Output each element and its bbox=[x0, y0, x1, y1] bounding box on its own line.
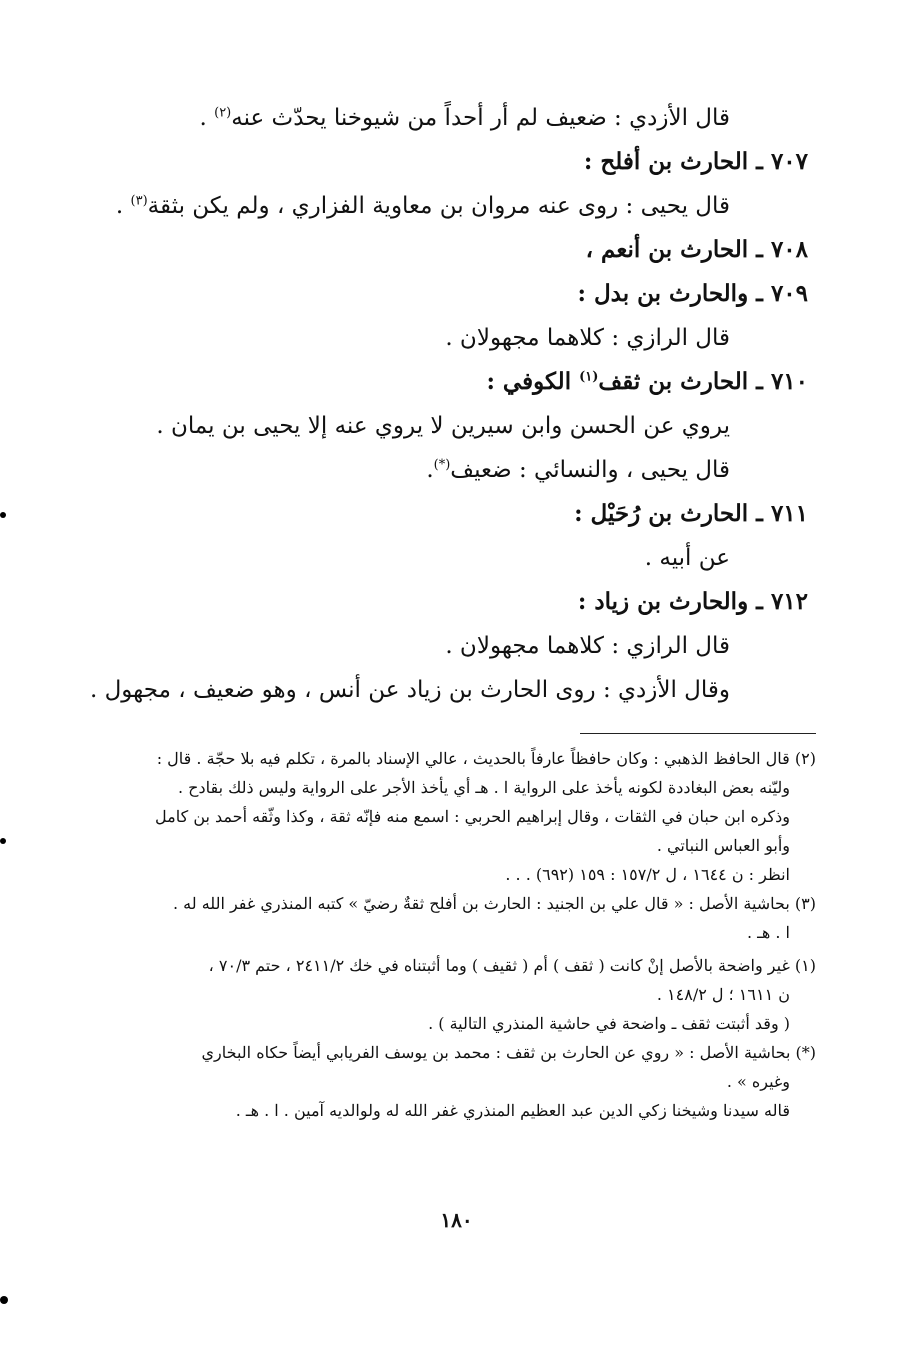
entry-heading-707: ٧٠٧ ـ الحارث بن أفلح : bbox=[583, 148, 808, 175]
text-line-7: قال الرازي : كلاهما مجهولان . bbox=[445, 633, 730, 659]
footnote-1-line-3: ( وقد أثبتت ثقف ـ واضحة في حاشية المنذري التالية ) . bbox=[428, 1014, 790, 1033]
scan-mark-1 bbox=[0, 512, 6, 518]
footnote-1-line-1: (١) غير واضحة بالأصل إنْ كانت ( ثقف ) أم ( ثقيف ) وما أثبتناه في خك ٢٤١١/٢ ، حتم ٧٠/٣ ، bbox=[208, 956, 816, 975]
footnotes bbox=[76, 744, 816, 1125]
footnote-2-line-5: انظر : ن ١٦٤٤ ، ل ١٥٧/٢ : ١٥٩ (٦٩٢) . . . bbox=[505, 865, 790, 884]
text-line-8: وقال الأزدي : روى الحارث بن زياد عن أنس ، وهو ضعيف ، مجهول . bbox=[89, 677, 730, 703]
entry-heading-708: ٧٠٨ ـ الحارث بن أنعم ، bbox=[585, 236, 808, 263]
footnote-star-line-1: (*) بحاشية الأصل : « روي عن الحارث بن ثقف : محمد بن يوسف الفريابي أيضاً حكاه البخاري bbox=[201, 1043, 816, 1062]
main-text bbox=[89, 96, 808, 712]
entry-heading-710: ٧١٠ ـ الحارث بن ثقف$^{(١)}$ الكوفي : bbox=[486, 368, 808, 395]
footnote-star-line-3: قاله سيدنا وشيخنا زكي الدين عبد العظيم المنذري غفر الله له ولوالديه آمين . ا . هـ . bbox=[235, 1101, 790, 1120]
footnote-divider bbox=[580, 733, 816, 734]
footnote-1-line-2: ن ١٦١١ ؛ ل ١٤٨/٢ . bbox=[656, 985, 790, 1004]
scan-mark-3 bbox=[0, 1296, 8, 1304]
footnote-2-line-2: وليّنه بعض البغاددة لكونه يأخذ على الرواية ا . هـ أي يأخذ الأجر على الرواية وليس ذلك بقادح . bbox=[177, 778, 790, 797]
text-line-5: قال يحيى ، والنسائي : ضعيف(*). bbox=[426, 457, 730, 483]
footnote-star-line-2: وغيره » . bbox=[726, 1072, 790, 1091]
footnote-3-line-2: ا . هـ . bbox=[747, 923, 790, 942]
footnote-2-line-1: (٢) قال الحافظ الذهبي : وكان حافظاً عارفاً بالحديث ، عالي الإسناد بالمرة ، تكلم فيه بلا حجّة . قال : bbox=[156, 749, 816, 768]
entry-heading-712: ٧١٢ ـ والحارث بن زياد : bbox=[577, 588, 808, 615]
entry-heading-711: ٧١١ ـ الحارث بن رُحَيْل : bbox=[574, 500, 808, 527]
page-number: ١٨٠ bbox=[440, 1208, 473, 1232]
entry-heading-709: ٧٠٩ ـ والحارث بن بدل : bbox=[577, 280, 808, 307]
footnote-3-line-1: (٣) بحاشية الأصل : « قال علي بن الجنيد : الحارث بن أفلح ثقةٌ رضيّ » كتبه المنذري غفر الله له . bbox=[172, 894, 816, 913]
text-line-1: قال الأزدي : ضعيف لم أر أحداً من شيوخنا يحدّث عنه$^{(٢)}$ . bbox=[199, 105, 730, 131]
text-line-2: قال يحيى : روى عنه مروان بن معاوية الفزاري ، ولم يكن بثقة$^{(٣)}$ . bbox=[115, 193, 730, 219]
scan-mark-2 bbox=[0, 838, 6, 844]
footnote-2-line-3: وذكره ابن حبان في الثقات ، وقال إبراهيم الحربي : اسمع منه فإنّه ثقة ، وكذا وثّقه أحمد بن كامل bbox=[155, 807, 790, 826]
footnote-2-line-4: وأبو العباس النباتي . bbox=[656, 836, 790, 855]
text-line-4: يروي عن الحسن وابن سيرين لا يروي عنه إلا يحيى بن يمان . bbox=[156, 413, 730, 439]
text-line-6: عن أبيه . bbox=[644, 545, 730, 571]
text-line-3: قال الرازي : كلاهما مجهولان . bbox=[445, 325, 730, 351]
